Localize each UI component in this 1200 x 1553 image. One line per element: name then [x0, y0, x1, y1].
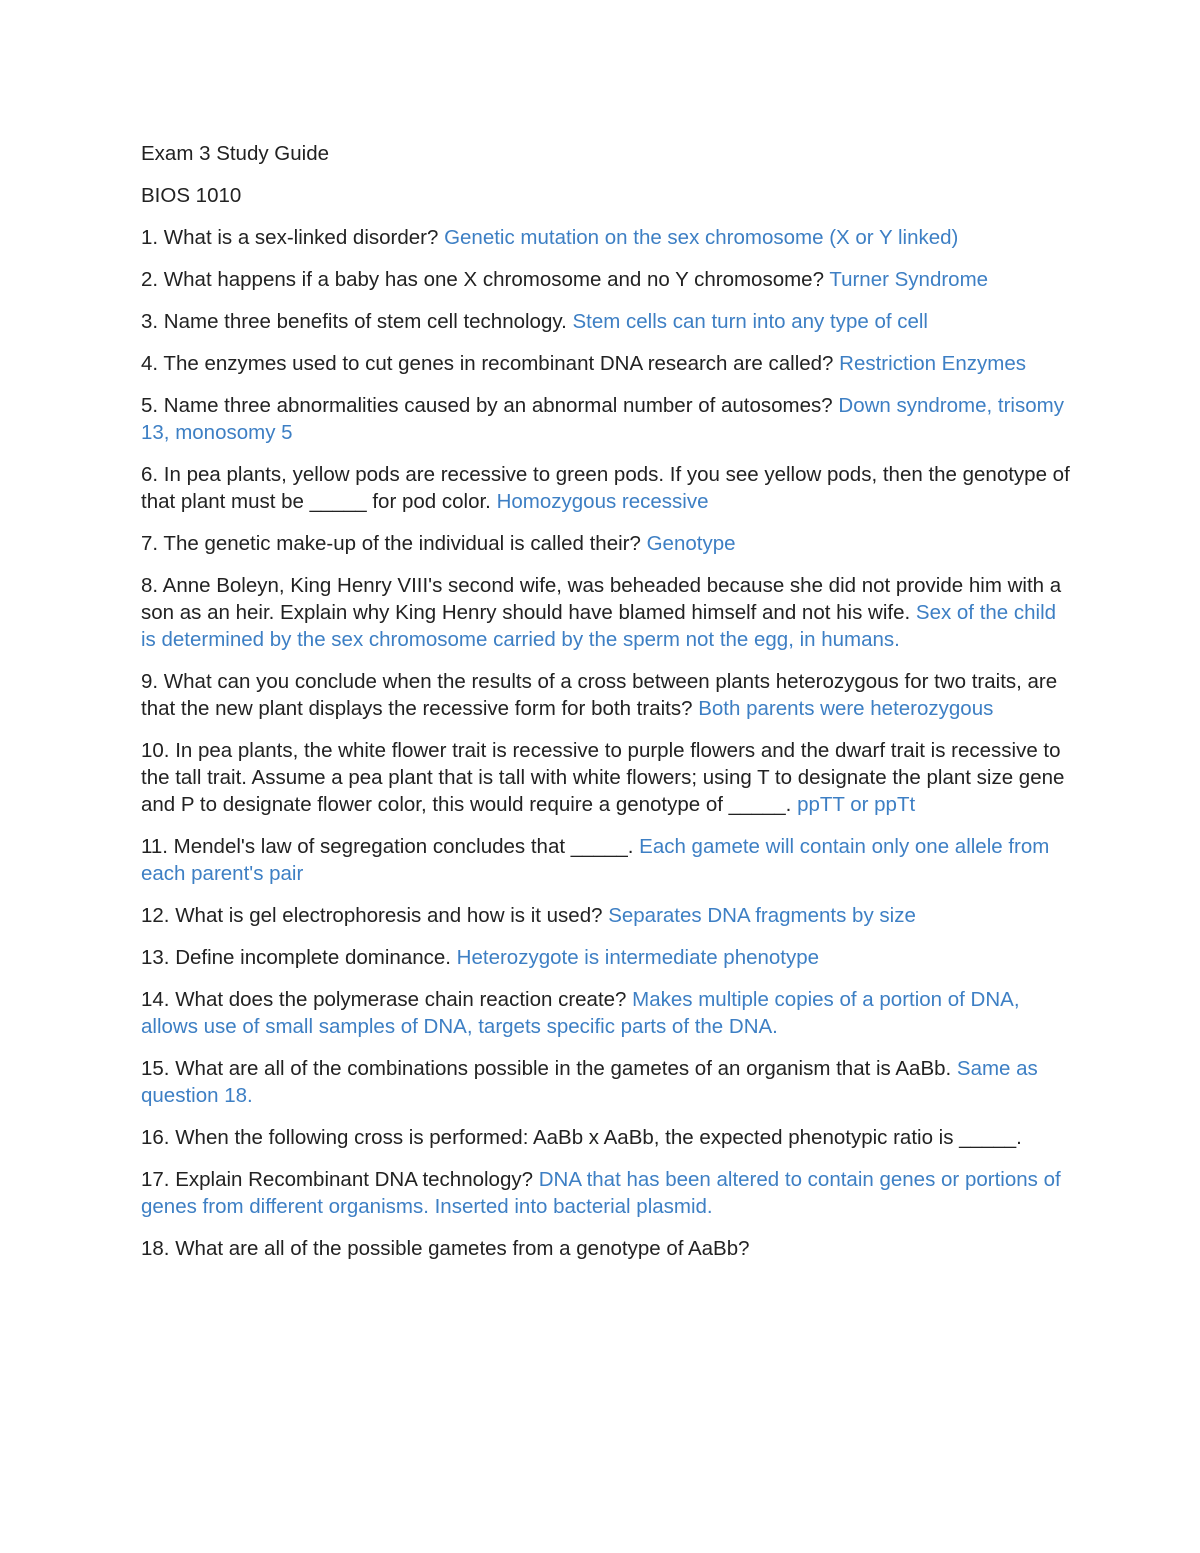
question-text: 12. What is gel electrophoresis and how is it used? [141, 904, 609, 927]
question-text: 1. What is a sex-linked disorder? [141, 226, 445, 249]
question-text: 17. Explain Recombinant DNA technology? [141, 1168, 539, 1191]
question-text: 2. What happens if a baby has one X chromosome and no Y chromosome? [141, 268, 830, 291]
question-item [141, 572, 1071, 653]
question-item [141, 224, 1071, 251]
question-item [141, 1235, 1071, 1262]
question-item [141, 986, 1071, 1040]
course-code: BIOS 1010 [141, 184, 242, 207]
question-item [141, 461, 1071, 515]
question-text: 11. Mendel's law of segregation concludes that _____. [141, 835, 640, 858]
question-text: 13. Define incomplete dominance. [141, 946, 457, 969]
answer-text: Down syndrome, trisomy 13, monosomy 5 [141, 394, 1064, 444]
answer-text: Restriction Enzymes [839, 352, 1026, 375]
question-item [141, 530, 1071, 557]
answer-text: Turner Syndrome [829, 268, 989, 291]
question-text: 4. The enzymes used to cut genes in recombinant DNA research are called? [141, 352, 840, 375]
question-text: 16. When the following cross is performed: AaBb x AaBb, the expected phenotypic ratio is _____. [141, 1126, 1022, 1149]
question-text: 6. In pea plants, yellow pods are recessive to green pods. If you see yellow pods, then the genotype of that plant must be _____ for pod color. [141, 463, 1070, 513]
question-item [141, 308, 1071, 335]
question-item [141, 833, 1071, 887]
question-text: 14. What does the polymerase chain reaction create? [141, 988, 633, 1011]
answer-text: Heterozygote is intermediate phenotype [456, 946, 820, 969]
question-text: 10. In pea plants, the white flower trait is recessive to purple flowers and the dwarf trait is recessive to the tall trait. Assume a pea plant that is tall with white flowers; using T to designate the plant size gene and P to designate flower color, this would require a genotype of _____. [141, 739, 1065, 816]
question-item [141, 392, 1071, 446]
question-text: 5. Name three abnormalities caused by an abnormal number of autosomes? [141, 394, 839, 417]
answer-text: ppTT or ppTt [797, 793, 916, 816]
answer-text: Stem cells can turn into any type of cell [572, 310, 928, 333]
question-item [141, 1166, 1071, 1220]
question-item [141, 737, 1071, 818]
question-item [141, 266, 1071, 293]
question-item [141, 902, 1071, 929]
question-item [141, 668, 1071, 722]
question-text: 9. What can you conclude when the results of a cross between plants heterozygous for two traits, are that the new plant displays the recessive form for both traits? [141, 670, 1058, 720]
answer-text: Sex of the child is determined by the sex chromosome carried by the sperm not the egg, in humans. [141, 601, 1057, 651]
question-text: 3. Name three benefits of stem cell technology. [141, 310, 573, 333]
question-text: 8. Anne Boleyn, King Henry VIII's second wife, was beheaded because she did not provide him with a son as an heir. Explain why King Henry should have blamed himself and not his wife. [141, 574, 1062, 624]
question-item [141, 944, 1071, 971]
question-text: 7. The genetic make-up of the individual is called their? [141, 532, 647, 555]
answer-text: Both parents were heterozygous [698, 697, 994, 720]
answer-text: Makes multiple copies of a portion of DNA, allows use of small samples of DNA, targets specific parts of the DNA. [141, 988, 1020, 1038]
question-text: 15. What are all of the combinations possible in the gametes of an organism that is AaBb. [141, 1057, 957, 1080]
answer-text: Genetic mutation on the sex chromosome (X or Y linked) [444, 226, 959, 249]
question-item [141, 1124, 1071, 1151]
answer-text: Each gamete will contain only one allele from each parent's pair [141, 835, 1050, 885]
question-item [141, 350, 1071, 377]
answer-text: Same as question 18. [141, 1057, 1038, 1107]
answer-text: Homozygous recessive [496, 490, 709, 513]
answer-text: Genotype [646, 532, 736, 555]
question-text: 18. What are all of the possible gametes from a genotype of AaBb? [141, 1237, 750, 1260]
answer-text: DNA that has been altered to contain genes or portions of genes from different organisms. Inserted into bacterial plasmid. [141, 1168, 1061, 1218]
document-title: Exam 3 Study Guide [141, 142, 330, 165]
answer-text: Separates DNA fragments by size [608, 904, 916, 927]
question-item [141, 1055, 1071, 1109]
document-page [141, 140, 1071, 1277]
